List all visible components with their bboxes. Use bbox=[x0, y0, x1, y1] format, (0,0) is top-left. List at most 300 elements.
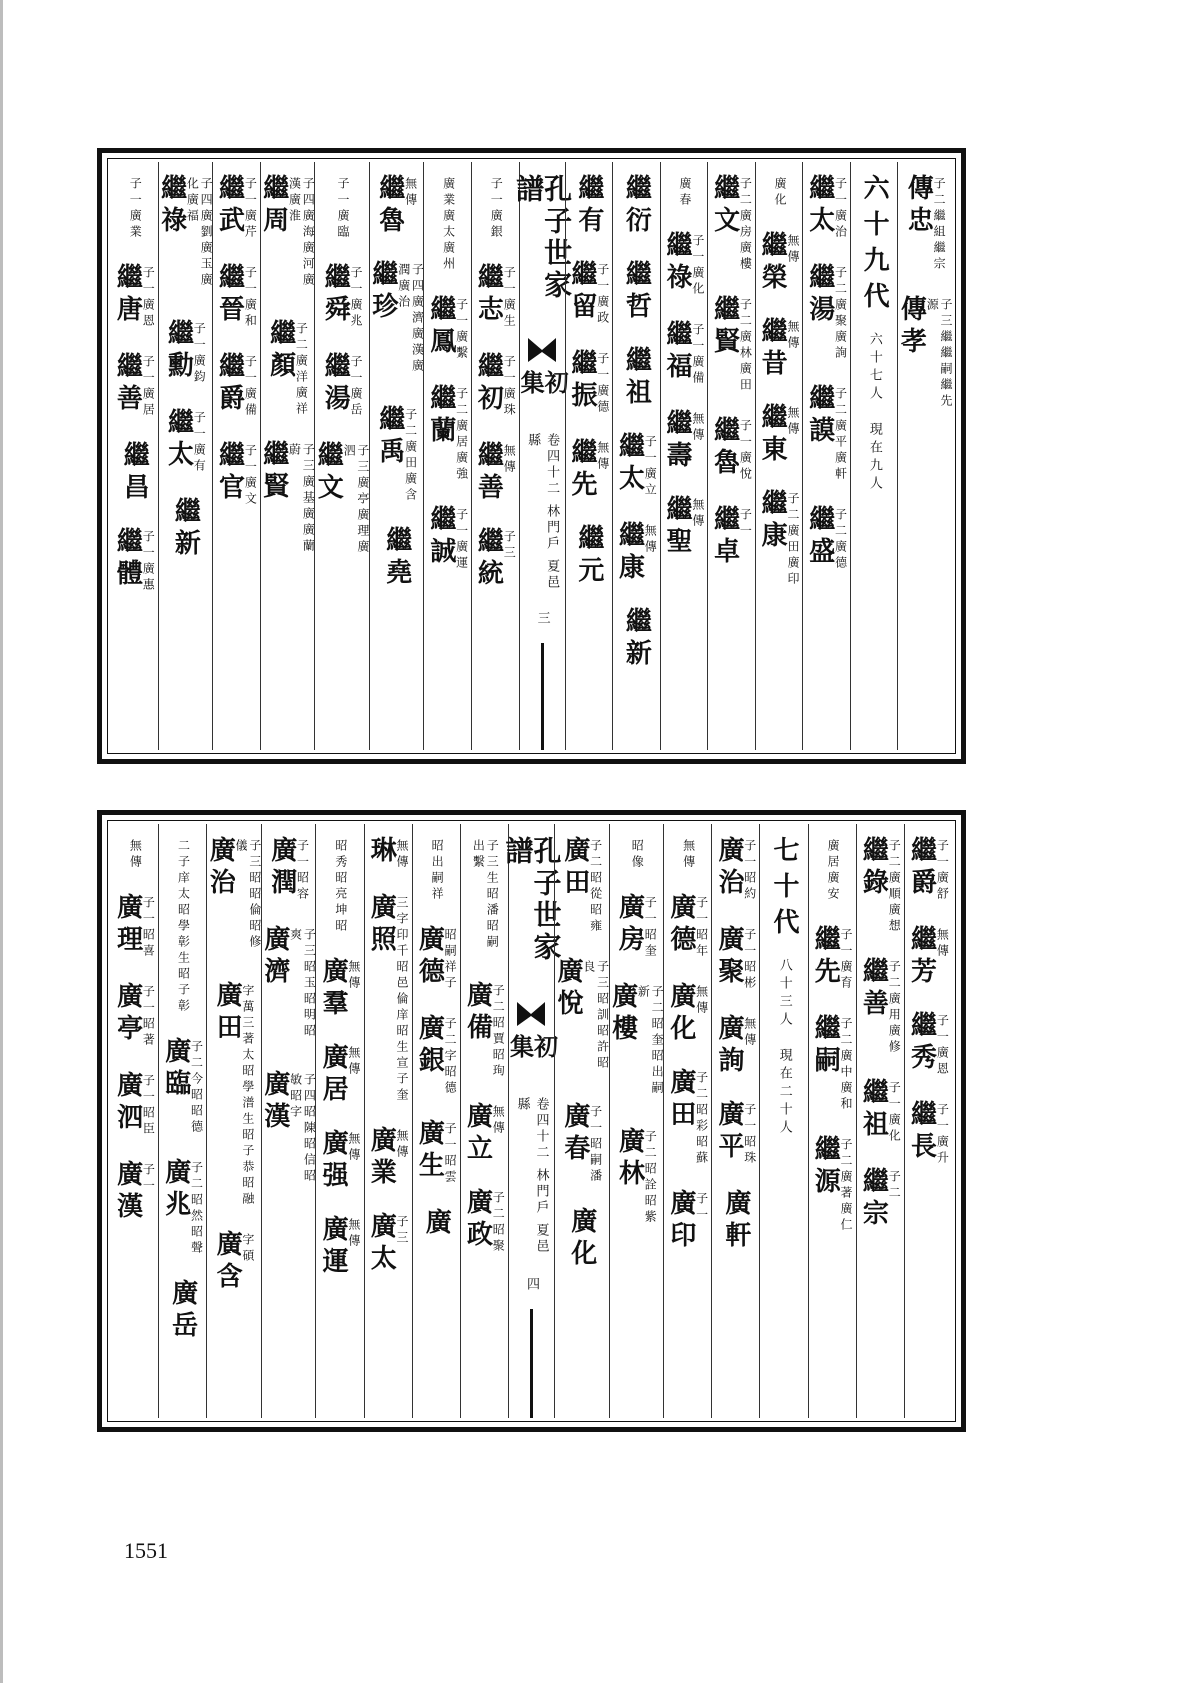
person-name: 繼堯 bbox=[381, 526, 412, 590]
person-entry bbox=[713, 925, 757, 992]
person-entry bbox=[812, 1135, 852, 1234]
page-number: 1551 bbox=[124, 1538, 168, 1563]
spine-bar bbox=[541, 643, 544, 750]
folio-number: 四 bbox=[523, 1277, 539, 1294]
person-entry bbox=[664, 231, 704, 298]
person-name: 繼體 bbox=[112, 527, 143, 591]
person-name: 繼太 bbox=[804, 174, 835, 238]
person-entry bbox=[573, 174, 604, 238]
person-entry bbox=[709, 174, 753, 273]
person-entry bbox=[906, 925, 950, 989]
person-entry bbox=[335, 174, 349, 241]
person-entry bbox=[322, 352, 362, 419]
person-entry bbox=[416, 1014, 456, 1097]
person-note: 子三生昭潘昭嗣出繫 bbox=[471, 839, 500, 951]
person-name: 繼芳 bbox=[906, 925, 937, 989]
generation-heading: 六十九代 bbox=[859, 174, 890, 318]
person-name: 繼志 bbox=[473, 263, 504, 327]
generation-heading: 七十代 bbox=[769, 836, 799, 944]
person-name: 廣居 bbox=[318, 1043, 349, 1107]
person-note: 子二廣著廣仁 bbox=[839, 1138, 854, 1234]
person-note: 子三 bbox=[395, 1215, 410, 1247]
person-note: 昭秀昭亮坤昭 bbox=[333, 839, 348, 935]
person-entry bbox=[621, 174, 652, 238]
person-note: 無傳 bbox=[346, 1046, 361, 1078]
person-name: 廣羣 bbox=[318, 957, 349, 1021]
person-note: 子二廣順廣想 bbox=[887, 839, 902, 935]
person-note: 昭出嗣祥 bbox=[430, 839, 445, 903]
person-entry bbox=[860, 1078, 900, 1145]
person-name: 廣聚 bbox=[713, 925, 744, 989]
person-note: 無傳 bbox=[395, 1129, 410, 1161]
top-columns bbox=[111, 162, 952, 750]
person-note: 子二今昭昭德 bbox=[189, 1040, 204, 1136]
person-name: 繼嗣 bbox=[810, 1014, 841, 1078]
person-note: 無傳 bbox=[690, 498, 705, 530]
person-name: 繼初 bbox=[473, 352, 504, 416]
person-note: 無傳 bbox=[643, 524, 658, 556]
person-entry bbox=[898, 295, 952, 418]
person-entry bbox=[374, 405, 418, 504]
person-note: 子一廣化 bbox=[690, 234, 705, 298]
person-name: 繼留 bbox=[566, 260, 597, 324]
person-entry bbox=[112, 982, 156, 1049]
person-note: 子二昭彩昭蘇 bbox=[694, 1071, 709, 1167]
person-name: 繼魯 bbox=[374, 174, 405, 238]
spine-title: 孔子世家譜 bbox=[512, 174, 574, 302]
person-name: 廣化 bbox=[566, 1207, 597, 1271]
person-name: 廣强 bbox=[318, 1129, 349, 1193]
person-note: 子一昭珠 bbox=[742, 1103, 757, 1167]
person-name: 繼振 bbox=[566, 349, 597, 413]
person-note: 子一廣運 bbox=[454, 508, 469, 572]
person-entry bbox=[214, 1230, 254, 1294]
person-name: 繼晉 bbox=[214, 263, 245, 327]
person-entry bbox=[621, 346, 652, 410]
person-note: 子一廣舒 bbox=[935, 839, 950, 903]
person-name: 廣田 bbox=[665, 1068, 696, 1132]
person-note: 子一廣珠 bbox=[502, 355, 517, 419]
person-entry bbox=[258, 174, 316, 297]
person-name: 廣政 bbox=[462, 1188, 493, 1252]
person-note: 子三繼繼嗣繼先源 bbox=[925, 298, 953, 410]
person-note: 子四廣濟廣漢廣潤廣治 bbox=[396, 263, 425, 375]
person-name: 廣田 bbox=[212, 981, 243, 1045]
person-name: 繼新 bbox=[170, 497, 201, 561]
person-name: 繼盛 bbox=[804, 505, 835, 569]
person-entry bbox=[322, 263, 362, 330]
person-entry bbox=[681, 836, 695, 871]
person-entry bbox=[462, 1102, 506, 1166]
person-entry bbox=[860, 957, 900, 1056]
person-name: 繼祿 bbox=[156, 174, 187, 238]
person-entry bbox=[425, 384, 469, 483]
person-note: 子一廣生 bbox=[502, 266, 517, 330]
person-name: 繼武 bbox=[214, 174, 245, 238]
person-entry bbox=[614, 521, 658, 585]
person-entry bbox=[315, 441, 369, 564]
person-entry bbox=[320, 1129, 360, 1193]
person-name: 廣立 bbox=[462, 1102, 493, 1166]
person-name: 繼壽 bbox=[662, 409, 693, 473]
genealogy-column bbox=[260, 162, 315, 750]
person-note: 無傳 bbox=[491, 1105, 506, 1137]
person-note: 字碩 bbox=[240, 1233, 255, 1265]
genealogy-column bbox=[369, 162, 424, 750]
person-note: 子二 bbox=[887, 1170, 902, 1202]
person-entry bbox=[709, 416, 753, 483]
person-entry bbox=[804, 174, 848, 241]
person-entry bbox=[167, 1279, 198, 1343]
spine-column bbox=[501, 824, 563, 1418]
person-name: 繼榮 bbox=[757, 231, 788, 295]
genealogy-column bbox=[261, 824, 316, 1418]
person-note: 子三昭訓昭許昭良 bbox=[581, 960, 610, 1072]
person-entry bbox=[905, 174, 945, 273]
person-note: 無傳 bbox=[403, 177, 418, 209]
person-note: 子一昭容 bbox=[295, 839, 310, 903]
person-entry bbox=[759, 317, 799, 381]
person-name: 繼禹 bbox=[374, 405, 405, 469]
genealogy-column bbox=[206, 824, 261, 1418]
person-note: 子一廣和 bbox=[243, 266, 258, 330]
person-note: 昭嗣祥子 bbox=[443, 928, 458, 992]
bottom-genealogy-panel bbox=[97, 810, 966, 1432]
person-note: 子一廣有 bbox=[192, 411, 207, 475]
fish-tail-mark-icon bbox=[526, 336, 558, 364]
person-note: 子三昭昭倫昭修儀 bbox=[234, 839, 262, 951]
person-entry bbox=[425, 295, 469, 362]
person-name: 繼元 bbox=[573, 524, 604, 588]
person-name: 廣亭 bbox=[112, 982, 143, 1046]
generation-count: 八十三人 現在二十人 bbox=[776, 958, 792, 1138]
genealogy-column bbox=[565, 162, 613, 750]
person-note: 無傳 bbox=[346, 1218, 361, 1250]
person-note: 子一廣惠 bbox=[141, 530, 156, 594]
person-note: 子一廣居 bbox=[141, 355, 156, 419]
person-name: 繼康 bbox=[757, 489, 788, 553]
person-entry bbox=[368, 893, 408, 1104]
person-note: 子二昭奎昭出嗣新 bbox=[636, 985, 665, 1097]
person-note: 子一廣芹 bbox=[243, 177, 258, 241]
person-entry bbox=[320, 1043, 360, 1107]
person-name: 傳忠 bbox=[903, 174, 934, 238]
person-note: 子二昭從昭雍 bbox=[588, 839, 603, 935]
person-note: 子一廣繫 bbox=[454, 298, 469, 362]
person-name: 繼昔 bbox=[757, 317, 788, 381]
person-name: 廣理 bbox=[112, 893, 143, 957]
person-note: 子二廣中廣和 bbox=[839, 1017, 854, 1113]
person-name: 廣銀 bbox=[414, 1014, 445, 1078]
spine-collection: 初集 bbox=[505, 1034, 559, 1062]
folio-number: 三 bbox=[534, 610, 550, 627]
person-note: 三字印千昭邑倫庠昭生宣子奎 bbox=[395, 896, 410, 1104]
genealogy-column bbox=[808, 824, 856, 1418]
person-name: 繼秀 bbox=[906, 1011, 937, 1075]
person-note: 無傳 bbox=[502, 444, 517, 476]
person-name: 廣春 bbox=[559, 1102, 590, 1166]
person-note: 無傳 bbox=[595, 441, 610, 473]
person-note: 子一廣岳 bbox=[348, 355, 363, 419]
person-name: 繼賢 bbox=[709, 295, 740, 359]
person-note: 子一昭彬 bbox=[742, 928, 757, 992]
person-name: 繼康 bbox=[614, 521, 645, 585]
person-note: 子一廣立 bbox=[643, 435, 658, 499]
person-entry bbox=[214, 981, 254, 1208]
person-entry bbox=[475, 263, 515, 330]
person-entry bbox=[573, 524, 604, 588]
person-entry bbox=[804, 384, 848, 483]
person-name: 廣泗 bbox=[112, 1071, 143, 1135]
person-name: 繼祖 bbox=[621, 346, 652, 410]
person-note: 子二字昭德 bbox=[443, 1017, 458, 1097]
genealogy-column bbox=[711, 824, 759, 1418]
person-entry bbox=[772, 174, 786, 209]
person-name: 繼舜 bbox=[320, 263, 351, 327]
person-name: 繼聖 bbox=[662, 495, 693, 559]
person-name: 廣房 bbox=[614, 893, 645, 957]
person-name: 繼統 bbox=[473, 527, 504, 591]
person-entry bbox=[471, 836, 499, 959]
person-note: 子四廣劉廣玉廣化廣福 bbox=[185, 177, 214, 289]
genealogy-column bbox=[660, 162, 708, 750]
person-entry bbox=[258, 440, 316, 563]
page-edge bbox=[0, 0, 3, 1683]
person-note: 子一廣治 bbox=[833, 177, 848, 241]
person-name: 廣詢 bbox=[713, 1014, 744, 1078]
person-note: 子二廣田廣印 bbox=[785, 492, 800, 588]
spine-info: 卷四十二 林門戶 夏邑縣 bbox=[525, 432, 560, 591]
person-name: 廣軒 bbox=[720, 1189, 751, 1253]
genealogy-column bbox=[111, 162, 158, 750]
person-note: 無傳 bbox=[694, 985, 709, 1017]
person-name: 繼祖 bbox=[858, 1078, 889, 1142]
person-note: 子一 bbox=[141, 1163, 156, 1195]
person-note: 子一昭臣 bbox=[141, 1074, 156, 1138]
person-name: 繼福 bbox=[662, 320, 693, 384]
person-entry bbox=[114, 263, 154, 330]
genealogy-column bbox=[471, 162, 519, 750]
person-name: 繼周 bbox=[258, 174, 289, 238]
person-note: 無傳 bbox=[346, 960, 361, 992]
person-note: 子三 bbox=[502, 530, 517, 562]
person-name: 繼先 bbox=[810, 925, 841, 989]
person-name: 繼謨 bbox=[804, 384, 835, 448]
generation-count: 六十七人 現在九人 bbox=[866, 332, 882, 494]
person-name: 繼蘭 bbox=[425, 384, 456, 448]
genealogy-column bbox=[554, 824, 609, 1418]
person-note: 子二廣林廣田 bbox=[738, 298, 753, 394]
person-entry bbox=[416, 925, 456, 992]
person-name: 廣生 bbox=[414, 1119, 445, 1183]
genealogy-column bbox=[423, 162, 471, 750]
person-entry bbox=[664, 409, 704, 473]
person-note: 子一 bbox=[738, 508, 753, 540]
person-note: 子二廣洋廣祥 bbox=[294, 322, 309, 418]
person-note: 子一廣恩 bbox=[935, 1014, 950, 1078]
person-entry bbox=[259, 925, 317, 1048]
person-note: 子二昭然昭聲 bbox=[189, 1161, 204, 1257]
person-entry bbox=[906, 836, 950, 903]
person-entry bbox=[214, 174, 258, 241]
person-name: 廣含 bbox=[212, 1230, 243, 1294]
person-name: 廣德 bbox=[414, 925, 445, 989]
person-name: 繼有 bbox=[573, 174, 604, 238]
person-note: 子一昭嗣潘 bbox=[588, 1105, 603, 1185]
person-entry bbox=[475, 527, 515, 591]
person-entry bbox=[860, 1167, 900, 1231]
genealogy-column bbox=[897, 162, 952, 750]
person-entry bbox=[214, 441, 258, 508]
person-note: 字萬三著太昭學潽生昭子恭昭融 bbox=[240, 984, 255, 1208]
person-name: 廣兆 bbox=[160, 1158, 191, 1222]
person-entry bbox=[368, 836, 408, 871]
person-note: 無傳 bbox=[395, 839, 410, 871]
person-entry bbox=[462, 981, 506, 1080]
person-entry bbox=[368, 1126, 408, 1190]
person-name: 繼魯 bbox=[709, 416, 740, 480]
person-name: 繼爵 bbox=[906, 836, 937, 900]
person-entry bbox=[127, 174, 141, 241]
person-name: 廣業 bbox=[366, 1126, 397, 1190]
genealogy-column bbox=[856, 824, 904, 1418]
person-entry bbox=[488, 174, 502, 241]
person-name: 繼太 bbox=[163, 408, 194, 472]
person-note: 子二廣德 bbox=[833, 508, 848, 572]
person-note: 昭像 bbox=[630, 839, 645, 871]
person-entry bbox=[160, 1037, 204, 1136]
person-entry bbox=[114, 527, 154, 594]
person-name: 繼官 bbox=[214, 441, 245, 505]
person-note: 無傳 bbox=[128, 839, 143, 871]
person-note: 無傳 bbox=[935, 928, 950, 960]
person-note: 廣化 bbox=[772, 177, 787, 209]
person-note: 子一昭喜 bbox=[141, 896, 156, 960]
person-entry bbox=[566, 260, 610, 327]
person-name: 廣化 bbox=[665, 982, 696, 1046]
person-entry bbox=[552, 957, 610, 1080]
person-note: 子二廣平廣軒 bbox=[833, 387, 848, 483]
spine-collection: 初集 bbox=[516, 370, 570, 399]
person-name: 廣平 bbox=[713, 1100, 744, 1164]
person-note: 無傳 bbox=[690, 412, 705, 444]
person-name: 廣德 bbox=[665, 893, 696, 957]
person-entry bbox=[176, 836, 190, 1015]
person-name: 廣治 bbox=[205, 836, 236, 900]
person-entry bbox=[462, 1188, 506, 1255]
person-note: 廣業廣太廣州 bbox=[441, 177, 456, 273]
genealogy-column bbox=[802, 162, 850, 750]
person-name: 繼新 bbox=[621, 607, 652, 671]
person-note: 子四昭陳昭信昭敏昭字 bbox=[288, 1073, 317, 1185]
person-note: 子二廣田廣含 bbox=[403, 408, 418, 504]
person-name: 廣田 bbox=[559, 836, 590, 900]
person-name: 繼文 bbox=[313, 441, 344, 505]
person-note: 子一廣升 bbox=[935, 1103, 950, 1167]
person-name: 繼太 bbox=[614, 432, 645, 496]
person-note: 子一昭雲 bbox=[443, 1122, 458, 1186]
person-entry bbox=[367, 260, 425, 383]
person-entry bbox=[825, 836, 839, 903]
person-note: 子一廣業 bbox=[128, 177, 143, 241]
person-name: 廣濟 bbox=[259, 925, 290, 989]
person-entry bbox=[266, 836, 310, 903]
spine-info: 卷四十二 林門戶 夏邑縣 bbox=[514, 1097, 549, 1256]
person-note: 子一廣銀 bbox=[489, 177, 504, 241]
person-note: 無傳 bbox=[785, 406, 800, 438]
person-note: 子三廣亭廣理廣泗 bbox=[342, 444, 370, 556]
person-name: 繼鳳 bbox=[425, 295, 456, 359]
genealogy-column bbox=[707, 162, 755, 750]
fish-tail-mark-icon bbox=[515, 1000, 547, 1028]
person-entry bbox=[664, 320, 704, 387]
person-name: 繼善 bbox=[473, 441, 504, 505]
person-note: 子一廣文 bbox=[243, 444, 258, 508]
genealogy-column bbox=[158, 824, 206, 1418]
person-note: 子一昭奎 bbox=[643, 896, 658, 960]
person-note: 子二廣房廣樓 bbox=[738, 177, 753, 273]
genealogy-column bbox=[212, 162, 260, 750]
person-name: 廣漢 bbox=[259, 1070, 290, 1134]
person-note: 子一廣政 bbox=[595, 263, 610, 327]
person-name: 廣印 bbox=[665, 1189, 696, 1253]
person-name: 繼湯 bbox=[804, 263, 835, 327]
person-note: 子四廣海廣河廣漢廣淮 bbox=[287, 177, 316, 289]
person-entry bbox=[259, 1070, 317, 1193]
person-note: 二子庠太昭學彰生昭子彰 bbox=[176, 839, 191, 1015]
genealogy-column bbox=[158, 162, 213, 750]
person-entry bbox=[320, 1215, 360, 1279]
person-entry bbox=[614, 432, 658, 499]
person-note: 無傳 bbox=[785, 320, 800, 352]
person-name: 繼誠 bbox=[425, 505, 456, 569]
person-entry bbox=[112, 893, 156, 960]
person-note: 子二昭賈昭珣 bbox=[491, 984, 506, 1080]
person-entry bbox=[475, 441, 515, 505]
person-entry bbox=[906, 1100, 950, 1167]
person-name: 繼善 bbox=[858, 957, 889, 1021]
person-name: 繼先 bbox=[566, 438, 597, 502]
genealogy-column bbox=[759, 824, 807, 1418]
person-name: 繼錄 bbox=[858, 836, 889, 900]
person-name: 廣樓 bbox=[607, 982, 638, 1046]
spine-column bbox=[512, 162, 574, 750]
person-note: 無傳 bbox=[785, 234, 800, 266]
spine-bar bbox=[530, 1309, 533, 1418]
genealogy-column bbox=[111, 824, 158, 1418]
person-entry bbox=[713, 1100, 757, 1167]
person-entry bbox=[214, 263, 258, 330]
person-entry bbox=[165, 319, 205, 386]
person-note: 子二廣用廣修 bbox=[887, 960, 902, 1056]
person-entry bbox=[812, 925, 852, 992]
person-entry bbox=[214, 352, 258, 419]
person-entry bbox=[759, 231, 799, 295]
person-name: 廣岳 bbox=[167, 1279, 198, 1343]
person-entry bbox=[119, 441, 150, 505]
person-name: 繼祿 bbox=[662, 231, 693, 295]
person-note: 子一昭著 bbox=[141, 985, 156, 1049]
person-entry bbox=[665, 982, 709, 1046]
person-note: 子一昭約 bbox=[742, 839, 757, 903]
person-note: 子一廣育 bbox=[839, 928, 854, 992]
person-name: 繼源 bbox=[810, 1135, 841, 1199]
person-name: 廣照 bbox=[366, 893, 397, 957]
person-entry bbox=[207, 836, 261, 959]
person-name: 廣運 bbox=[318, 1215, 349, 1279]
person-entry bbox=[475, 352, 515, 419]
person-name: 繼哲 bbox=[621, 260, 652, 324]
